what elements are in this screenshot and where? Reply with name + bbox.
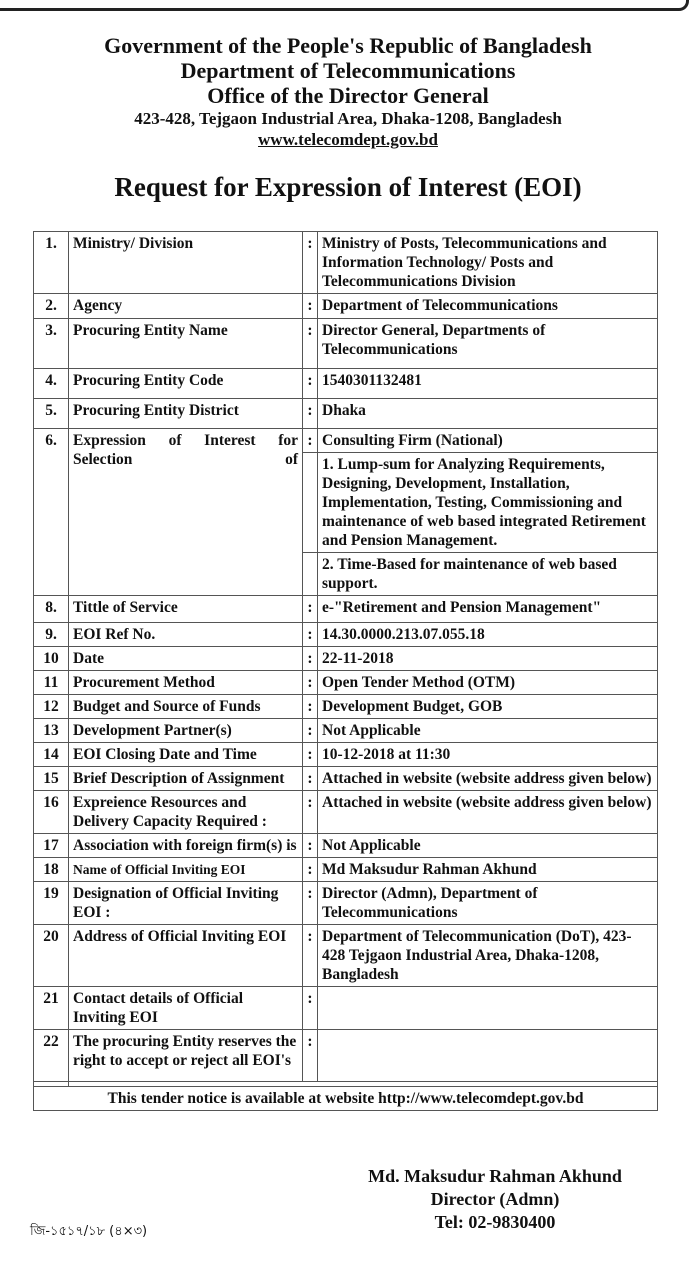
row-label: Agency — [69, 294, 303, 319]
govt-name: Government of the People's Republic of Bangladesh — [104, 33, 592, 58]
row-label: Name of Official Inviting EOI — [69, 858, 303, 882]
table-row — [34, 1030, 658, 1082]
table-row — [34, 596, 658, 623]
row-colon: : — [303, 399, 318, 429]
table-row — [34, 791, 658, 834]
row-label: Association with foreign firm(s) is — [69, 834, 303, 858]
row-number: 11 — [34, 671, 69, 695]
row-colon: : — [303, 743, 318, 767]
row-value-option-2: 2. Time-Based for maintenance of web based support. — [318, 553, 658, 596]
row-number: 19 — [34, 882, 69, 925]
office-address: 423-428, Tejgaon Industrial Area, Dhaka-1208, Bangladesh — [134, 109, 562, 128]
row-number: 8. — [34, 596, 69, 623]
row-label: Designation of Official Inviting EOI : — [69, 882, 303, 925]
row-colon: : — [303, 294, 318, 319]
row-label: The procuring Entity reserves the right to accept or reject all EOI's — [69, 1030, 303, 1082]
row-number: 13 — [34, 719, 69, 743]
table-row — [34, 695, 658, 719]
table-row — [34, 882, 658, 925]
row-value: 22-11-2018 — [318, 647, 658, 671]
table-row — [34, 858, 658, 882]
row-value — [318, 1030, 658, 1082]
row-colon: : — [303, 1030, 318, 1082]
row-label: Expression of Interest for Selection of — [69, 429, 303, 596]
row-value: Attached in website (website address given below) — [318, 767, 658, 791]
row-colon: : — [303, 623, 318, 647]
table-row — [34, 232, 658, 294]
row-number: 5. — [34, 399, 69, 429]
table-row — [34, 429, 658, 453]
row-value: Attached in website (website address given below) — [318, 791, 658, 834]
publication-reference: জি-১৫১৭/১৮ (৪×৩) — [30, 1224, 148, 1239]
row-value — [318, 987, 658, 1030]
row-colon: : — [303, 429, 318, 453]
table-row — [34, 623, 658, 647]
notice-title: Request for Expression of Interest (EOI) — [114, 172, 582, 202]
row-colon: : — [303, 232, 318, 294]
row-value: Department of Telecommunications — [318, 294, 658, 319]
row-value: Md Maksudur Rahman Akhund — [318, 858, 658, 882]
office-name: Office of the Director General — [207, 83, 489, 108]
table-row — [34, 294, 658, 319]
row-number: 21 — [34, 987, 69, 1030]
table-row — [34, 369, 658, 399]
row-colon: : — [303, 987, 318, 1030]
row-value: Development Budget, GOB — [318, 695, 658, 719]
row-value: Department of Telecommunication (DoT), 423-428 Tejgaon Industrial Area, Dhaka-1208, Bangladesh — [318, 925, 658, 987]
row-number: 17 — [34, 834, 69, 858]
row-label: Development Partner(s) — [69, 719, 303, 743]
row-number: 18 — [34, 858, 69, 882]
website-availability-note: This tender notice is available at website http://www.telecomdept.gov.bd — [34, 1087, 658, 1111]
row-number: 10 — [34, 647, 69, 671]
page-frame-border — [0, 0, 689, 11]
row-label: Date — [69, 647, 303, 671]
signatory-telephone: Tel: 02-9830400 — [434, 1212, 556, 1232]
table-row — [34, 987, 658, 1030]
row-value: 10-12-2018 at 11:30 — [318, 743, 658, 767]
row-value: Ministry of Posts, Telecommunications and Information Technology/ Posts and Telecommunications Division — [318, 232, 658, 294]
row-colon: : — [303, 767, 318, 791]
row-label: Procuring Entity Name — [69, 319, 303, 369]
row-value: 1540301132481 — [318, 369, 658, 399]
table-row — [34, 319, 658, 369]
row-number: 20 — [34, 925, 69, 987]
row-label: EOI Closing Date and Time — [69, 743, 303, 767]
row-colon: : — [303, 695, 318, 719]
row-label: Tittle of Service — [69, 596, 303, 623]
row-label: Address of Official Inviting EOI — [69, 925, 303, 987]
row-colon: : — [303, 791, 318, 834]
row-colon: : — [303, 858, 318, 882]
website-link[interactable]: www.telecomdept.gov.bd — [258, 130, 438, 149]
row-number: 12 — [34, 695, 69, 719]
eoi-table — [33, 231, 658, 1111]
table-footer-row — [34, 1087, 658, 1111]
table-row — [34, 719, 658, 743]
row-number: 1. — [34, 232, 69, 294]
row-label: Procuring Entity Code — [69, 369, 303, 399]
row-label: EOI Ref No. — [69, 623, 303, 647]
row-colon: : — [303, 596, 318, 623]
row-value: 14.30.0000.213.07.055.18 — [318, 623, 658, 647]
row-colon-blank — [303, 553, 318, 596]
row-number: 4. — [34, 369, 69, 399]
table-row — [34, 647, 658, 671]
row-number: 22 — [34, 1030, 69, 1082]
row-value: Dhaka — [318, 399, 658, 429]
row-number: 15 — [34, 767, 69, 791]
table-row — [34, 399, 658, 429]
table-row — [34, 743, 658, 767]
letterhead — [0, 33, 696, 151]
row-label: Brief Description of Assignment — [69, 767, 303, 791]
table-row — [34, 767, 658, 791]
row-number: 9. — [34, 623, 69, 647]
row-label: Contact details of Official Inviting EOI — [69, 987, 303, 1030]
row-value: Consulting Firm (National) — [318, 429, 658, 453]
row-colon: : — [303, 319, 318, 369]
table-row — [34, 925, 658, 987]
row-number: 6. — [34, 429, 69, 596]
row-value: Open Tender Method (OTM) — [318, 671, 658, 695]
row-colon-blank — [303, 453, 318, 553]
signature-block — [300, 1165, 690, 1234]
row-colon: : — [303, 834, 318, 858]
row-colon: : — [303, 647, 318, 671]
row-value: e-"Retirement and Pension Management" — [318, 596, 658, 623]
row-label: Procuring Entity District — [69, 399, 303, 429]
row-colon: : — [303, 882, 318, 925]
row-number: 2. — [34, 294, 69, 319]
signatory-designation: Director (Admn) — [430, 1189, 560, 1209]
row-label: Expreience Resources and Delivery Capacity Required : — [69, 791, 303, 834]
row-value-option-1: 1. Lump-sum for Analyzing Requirements, Designing, Development, Installation, Implementation, Testing, Commissioning and maintenance of web based integrated Retirement and Pension Management. — [318, 453, 658, 553]
signatory-name: Md. Maksudur Rahman Akhund — [368, 1166, 622, 1186]
table-row — [34, 671, 658, 695]
department-name: Department of Telecommunications — [180, 58, 516, 83]
row-number: 16 — [34, 791, 69, 834]
row-label: Ministry/ Division — [69, 232, 303, 294]
row-value: Director General, Departments of Telecommunications — [318, 319, 658, 369]
table-row — [34, 834, 658, 858]
row-number: 14 — [34, 743, 69, 767]
row-value: Not Applicable — [318, 719, 658, 743]
row-colon: : — [303, 925, 318, 987]
row-label: Budget and Source of Funds — [69, 695, 303, 719]
row-value: Not Applicable — [318, 834, 658, 858]
row-colon: : — [303, 671, 318, 695]
row-value: Director (Admn), Department of Telecommunications — [318, 882, 658, 925]
row-colon: : — [303, 719, 318, 743]
row-number: 3. — [34, 319, 69, 369]
row-colon: : — [303, 369, 318, 399]
row-label: Procurement Method — [69, 671, 303, 695]
